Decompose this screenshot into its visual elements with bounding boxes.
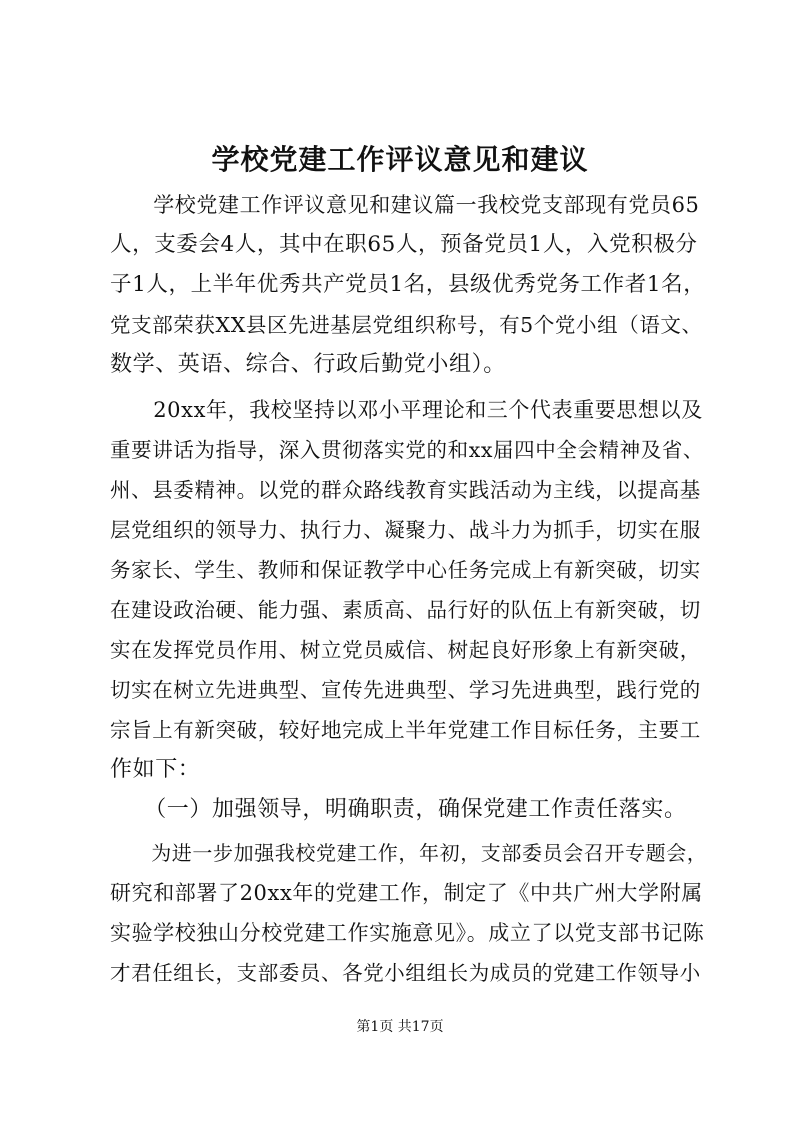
body-line-7: 重要讲话为指导，深入贯彻落实党的和xx届四中全会精神及省、 <box>110 438 705 462</box>
body-line-6: 20xx年，我校坚持以邓小平理论和三个代表重要思想以及 <box>110 398 703 422</box>
body-line-20: 才君任组长，支部委员、各党小组组长为成员的党建工作领导小 <box>110 961 701 985</box>
body-line-13: 切实在树立先进典型、宣传先进典型、学习先进典型，践行党的 <box>110 678 701 702</box>
body-line-3: 子1人，上半年优秀共产党员1名，县级优秀党务工作者1名， <box>110 272 706 297</box>
body-line-18: 研究和部署了20xx年的党建工作，制定了《中共广州大学附属 <box>110 881 703 905</box>
body-line-4: 党支部荣获XX县区先进基层党组织称号，有5个党小组（语文、 <box>110 313 703 337</box>
body-line-17: 为进一步加强我校党建工作，年初，支部委员会召开专题会， <box>110 841 708 865</box>
body-line-11: 在建设政治硬、能力强、素质高、品行好的队伍上有新突破，切 <box>110 598 701 622</box>
section-heading-1: （一）加强领导，明确职责，确保党建工作责任落实。 <box>110 797 687 822</box>
body-line-15: 作如下： <box>110 757 201 782</box>
body-line-10: 务家长、学生、教师和保证教学中心任务完成上有新突破，切实 <box>110 558 701 582</box>
body-line-1: 学校党建工作评议意见和建议篇一我校党支部现有党员65 <box>110 193 700 217</box>
body-line-14: 宗旨上有新突破，较好地完成上半年党建工作目标任务，主要工 <box>110 718 701 742</box>
document-title: 学校党建工作评议意见和建议 <box>211 143 589 176</box>
body-line-2: 人，支委会4人，其中在职65人，预备党员1人，入党积极分 <box>110 232 698 257</box>
body-line-12: 实在发挥党员作用、树立党员威信、树起良好形象上有新突破， <box>110 638 701 662</box>
body-line-5: 数学、英语、综合、行政后勤党小组）。 <box>110 352 506 377</box>
body-line-8: 州、县委精神。以党的群众路线教育实践活动为主线，以提高基 <box>110 478 701 502</box>
body-line-19: 实验学校独山分校党建工作实施意见》。成立了以党支部书记陈 <box>110 921 705 945</box>
body-line-9: 层党组织的领导力、执行力、凝聚力、战斗力为抓手，切实在服 <box>110 518 701 542</box>
page-footer: 第1页 共17页 <box>356 1019 444 1035</box>
